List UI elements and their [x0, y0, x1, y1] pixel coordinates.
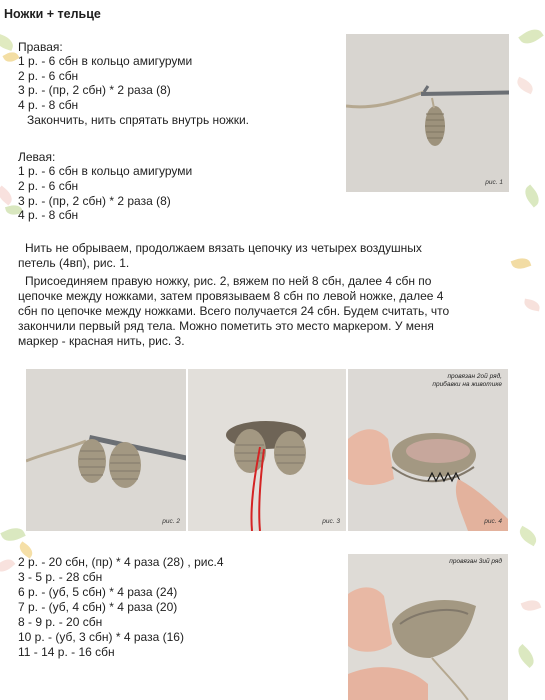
left-leg-row: 2 р. - 6 сбн — [18, 179, 79, 193]
left-leg-row: 1 р. - 6 сбн в кольцо амигуруми — [18, 164, 193, 178]
body-row: 6 р. - (уб, 5 сбн) * 4 раза (24) — [18, 585, 178, 599]
body-row-3-illustration — [348, 554, 508, 700]
body-row: 8 - 9 р. - 20 сбн — [18, 615, 103, 629]
right-leg-finish: Закончить, нить спрятать внутрь ножки. — [27, 113, 250, 127]
decor-leaf — [0, 556, 15, 576]
body-row: 7 р. - (уб, 4 сбн) * 4 раза (20) — [18, 600, 178, 614]
section-title: Ножки + тельце — [4, 7, 101, 21]
photo-1-caption: рис. 1 — [485, 179, 503, 186]
body-row-2-illustration — [348, 369, 508, 531]
hook-and-leg-illustration — [346, 34, 509, 192]
body-row: 10 р. - (уб, 3 сбн) * 4 раза (16) — [18, 630, 184, 644]
decor-leaf — [514, 644, 538, 668]
right-leg-row: 1 р. - 6 сбн в кольцо амигуруми — [18, 54, 193, 68]
right-leg-heading: Правая: — [18, 40, 63, 54]
photo-5 — [348, 554, 508, 700]
left-leg-row: 3 р. - (пр, 2 сбн) * 2 раза (8) — [18, 194, 171, 208]
decor-leaf — [521, 597, 542, 613]
paragraph-line: Присоединяем правую ножку, рис. 2, вяжем по ней 8 сбн, далее 4 сбн по — [25, 274, 432, 288]
decor-leaf — [0, 186, 15, 206]
paragraph-line: маркер - красная нить, рис. 3. — [18, 334, 185, 348]
legs-with-marker-illustration — [188, 369, 346, 531]
photo-2 — [26, 369, 186, 531]
body-row: 11 - 14 р. - 16 сбн — [18, 645, 115, 659]
paragraph-line: петель (4вп), рис. 1. — [18, 256, 130, 270]
paragraph-line: Нить не обрываем, продолжаем вязать цепочку из четырех воздушных — [25, 241, 422, 255]
photo-5-note: провязан 3ий ряд — [449, 558, 502, 565]
decor-leaf — [2, 49, 19, 65]
decor-leaf — [511, 255, 532, 271]
decor-leaf — [0, 33, 15, 51]
left-leg-heading: Левая: — [18, 150, 56, 164]
right-leg-row: 3 р. - (пр, 2 сбн) * 2 раза (8) — [18, 83, 171, 97]
photo-3 — [188, 369, 346, 531]
left-leg-row: 4 р. - 8 сбн — [18, 208, 79, 222]
decor-leaf — [518, 25, 543, 48]
photo-1 — [346, 34, 509, 192]
right-leg-row: 2 р. - 6 сбн — [18, 69, 79, 83]
paragraph-line: закончили первый ряд тела. Можно пометить это место маркером. У меня — [18, 319, 434, 333]
decor-leaf — [523, 299, 540, 312]
right-leg-row: 4 р. - 8 сбн — [18, 98, 79, 112]
two-legs-illustration — [26, 369, 186, 531]
photo-4-caption: рис. 4 — [484, 518, 502, 525]
photo-4 — [348, 369, 508, 531]
photo-4-note: провязан 2ой ряд, прибавки на животике — [432, 373, 502, 388]
decor-leaf — [516, 526, 539, 546]
photo-2-caption: рис. 2 — [162, 518, 180, 525]
photo-3-caption: рис. 3 — [322, 518, 340, 525]
paragraph-line: сбн по цепочке между ножками. Всего получается 24 сбн. Будем считать, что — [18, 304, 450, 318]
body-row: 2 р. - 20 сбн, (пр) * 4 раза (28) , рис.4 — [18, 555, 224, 569]
decor-leaf — [515, 77, 536, 95]
paragraph-line: цепочке между ножками, затем провязываем 8 сбн по левой ножке, далее 4 — [18, 289, 444, 303]
body-row: 3 - 5 р. - 28 сбн — [18, 570, 103, 584]
decor-leaf — [521, 184, 543, 207]
